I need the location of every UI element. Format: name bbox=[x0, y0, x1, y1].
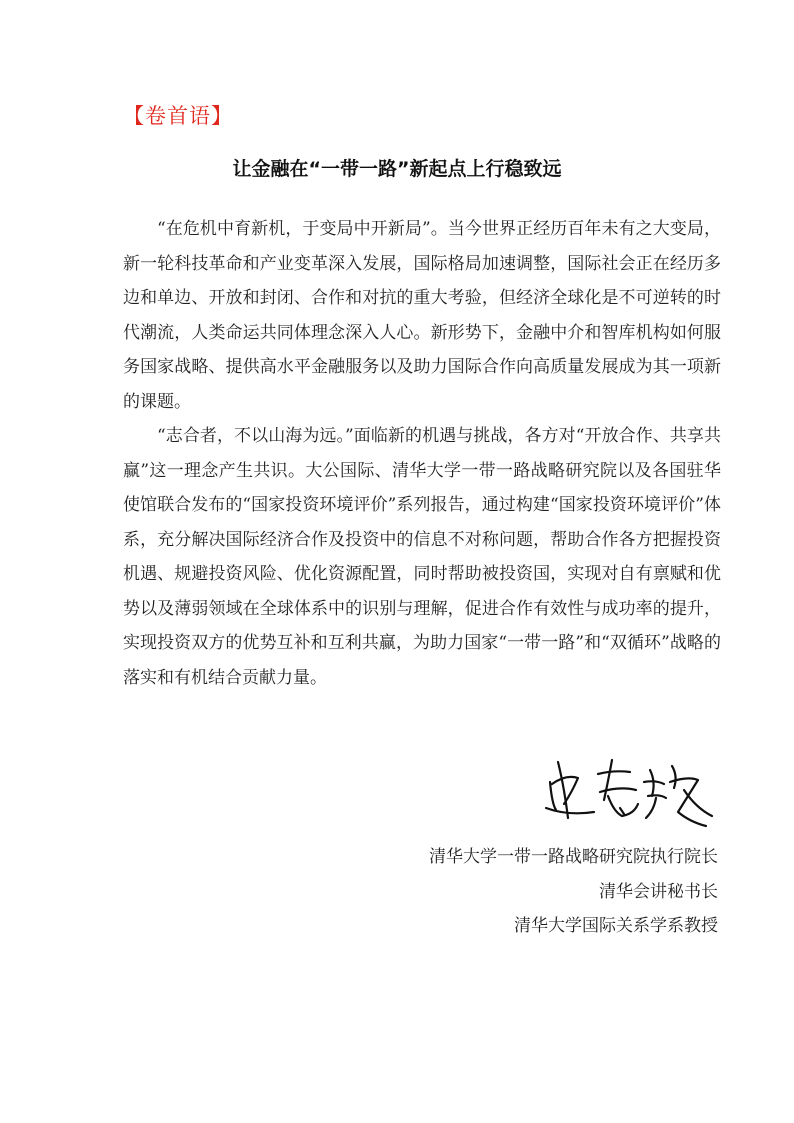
affiliation-line: 清华会讲秘书长 bbox=[599, 881, 718, 902]
paragraph-1: “在危机中育新机，于变局中开新局”。当今世界正经历百年未有之大变局，新一轮科技革命和产业变革深入发展，国际格局加速调整，国际社会正在经历多边和单边、开放和封闭、合作和对抗的重大考验，但经济全球化是不可逆转的时代潮流，人类命运共同体理念深入人心。新形势下，金融中介和智库机构如何服务国家战略、提供高水平金融服务以及助力国际合作向高质量发展成为其一项新的课题。 bbox=[123, 219, 721, 412]
page-title: 让金融在“一带一路”新起点上行稳致远 bbox=[232, 158, 562, 180]
paragraph-2: “志合者，不以山海为远。”面临新的机遇与挑战，各方对“开放合作、共享共赢”这一理念产生共识。大公国际、清华大学一带一路战略研究院以及各国驻华使馆联合发布的“国家投资环境评价”系列报告，通过构建“国家投资环境评价”体系，充分解决国际经济合作及投资中的信息不对称问题，帮助合作各方把握投资机遇、规避投资风险、优化资源配置，同时帮助被投资国，实现对自有禀赋和优势以及薄弱领域在全球体系中的识别与理解，促进合作有效性与成功率的提升，实现投资双方的优势互补和互利共赢，为助力国家“一带一路”和“双循环”战略的落实和有机结合贡献力量。 bbox=[123, 426, 721, 688]
section-tag: 【卷首语】 bbox=[123, 104, 233, 128]
author-affiliations bbox=[429, 840, 718, 944]
body-text bbox=[123, 212, 721, 695]
affiliation-line: 清华大学一带一路战略研究院执行院长 bbox=[429, 847, 718, 867]
affiliation-line: 清华大学国际关系学系教授 bbox=[514, 916, 718, 936]
handwritten-signature bbox=[538, 752, 718, 832]
